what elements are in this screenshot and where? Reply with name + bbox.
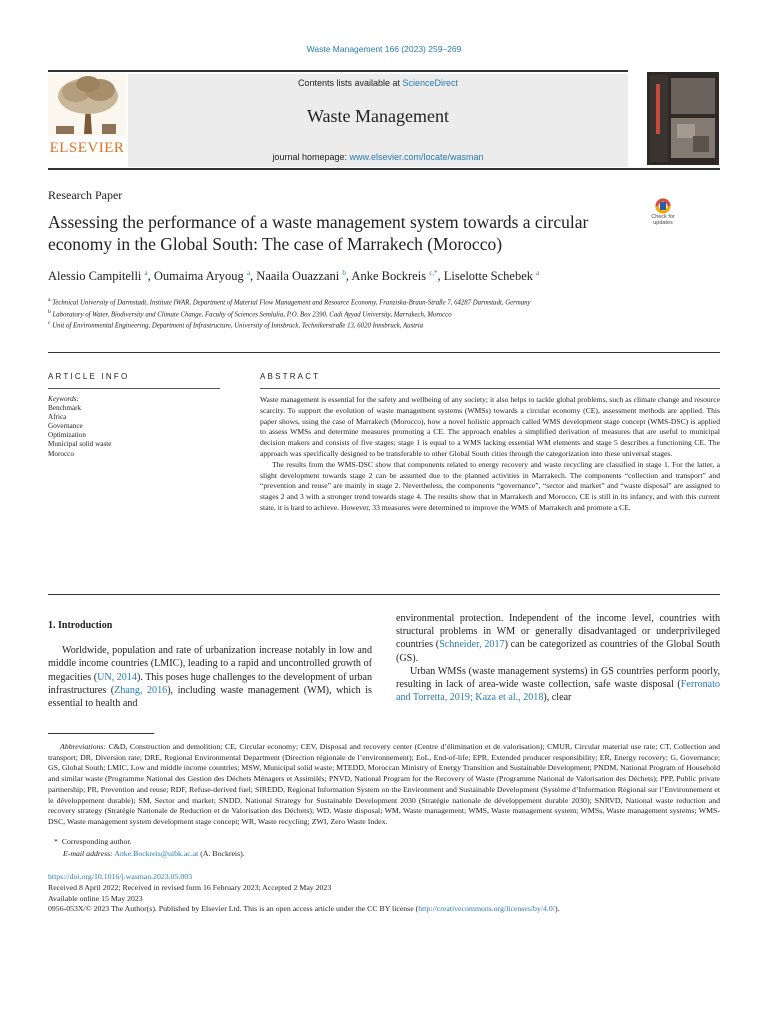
article-info-rule — [48, 388, 220, 389]
keywords-label: Keywords: — [48, 395, 79, 403]
license-text: 0956-053X/© 2023 The Author(s). Published by Elsevier Ltd. This is an open access article under the CC BY license ( — [48, 904, 419, 914]
email-label: E-mail address: — [63, 848, 113, 858]
text-run: ), including waste management (WM), which is essential to health and — [48, 684, 372, 710]
affiliation-item — [48, 308, 638, 320]
abstract-paragraph: Waste management is essential for the safety and wellbeing of any society; it also helps to tackle global problems, such as climate change and resource scarcity. To support the evolution of waste management systems (WMSs) towards a circular economy (CE), assessment methods are applied. This paper shows, using the case of Marrakech (Morocco), how a novel holistic approach called WMS development stage concept (WMS-DSC) is applied to assess WMSs and determine measures promoting a CE. The approach enables a simplified derivation of measures that are useful to municipal decision makers and consists of five stages; stage 1 is equal to a WMS lacking essential WM elements and stage 5 describes a functioning CE. The approach was specifically designed to be transferable to other Global South cities through the categorization into these universal stages. — [260, 395, 720, 458]
doi-link[interactable]: https://doi.org/10.1016/j.wasman.2023.05.003 — [48, 872, 193, 881]
citation-link[interactable]: Ferronato and Torretta, 2019; Kaza et al., 2018 — [396, 679, 720, 704]
affiliation-text: Unit of Environmental Engineering, Department of Infrastructure, University of Innsbruck, Technikerstraße 13, 6020 Innsbruck, Austria — [52, 322, 424, 330]
publication-info — [48, 872, 738, 915]
available-online: Available online 15 May 2023 — [48, 893, 143, 903]
affiliation-mark: b — [48, 308, 51, 315]
affiliation-item — [48, 319, 638, 331]
text-run: Urban WMSs (waste management systems) in GS countries perform poorly, resulting in lack of area-wide waste collection, safe waste disposal ( — [396, 665, 720, 691]
body-paragraph — [48, 644, 372, 710]
email-line — [54, 848, 245, 860]
article-title: Assessing the performance of a waste management system towards a circular economy in the Global South: The case of Marrakech (Morocco) — [48, 212, 589, 254]
keyword[interactable]: Africa — [48, 413, 67, 422]
license-close: ). — [554, 904, 560, 914]
contents-prefix: Contents lists available at — [297, 78, 403, 88]
abstract-paragraph: The results from the WMS-DSC show that components related to energy recovery and waste recycling are classified in stage 1. For the latter, a slight development towards stage 2 can be assumed due to the planned activities in Marrakech. The components “collection and transport” and “prevention and reuse” are mainly in stage 2. Nevertheless, the components “governance”, “sector and market” and “waste disposal” are assigned to stages 2 and 3 with a stronger trend towards stage 4. The results show that in Marrakech and Morocco, CE is still in its infancy, and with this current state, it is hard to achieve. However, 33 measures were determined to improve the WMS of Marrakech and promote a CE. — [260, 459, 720, 512]
corresponding-text: Corresponding author. — [61, 837, 132, 846]
section-heading: 1. Introduction — [48, 620, 113, 631]
abstract-rule — [260, 388, 720, 389]
journal-header — [48, 70, 720, 171]
affiliation-item — [48, 296, 638, 308]
contents-line — [128, 78, 628, 88]
elsevier-logo[interactable] — [48, 74, 126, 162]
body-column-right — [396, 612, 720, 704]
abbreviations-text: C&D, Construction and demolition; CE, Circular economy; CEV, Disposal and recovery center (Centre d’élimination et de valorisation); CMUR, Circular material use rate; CT, Collection and transport; DR, Diversion rate; DRE, Regional Environmental Department (Direction régionale de l’environnement); EoL, End-of-life; EPR, Extended producer responsibility; ER, Energy recovery; G, Governance; GS, Global South; LMIC, Low and middle income countries; MSW, Municipal solid waste; MTEDD, Moroccan Ministry of Energy Transition and Sustainable Development; PNDM, National Program of Household and similar waste (Programme National des Gestion des Déchets Ménagers et Assimilés; PNVD, National Program for the Recovery of Waste (Programme National de Valorisation des Déchets); PPP, Public private partnership; PR, Prevention and reuse; RDF, Refuse-derived fuel; SIREDD, Regional Information System on the Environment and Sustainable Development (Système d’Information Régional sur l’Environnement et le développement durable); SM, Sector and market; SNDD, National Strategy for Sustainable Development 2030 (Stratégie nationale de développement durable 2030); SNRVD, National waste reduction and recovery strategy (Stratégie Nationale de Reduction et de Valorisation des Déchets); WD, Waste disposal; WM, Waste management; WMS, Waste management system; WMSs, Waste management systems; WMS-DSC, Waste management system development stage concept; WR, Waste recycling; ZWI, Zero Waste Index. — [48, 742, 720, 826]
received-dates: Received 8 April 2022; Received in revised form 16 February 2023; Accepted 2 May 2023 — [48, 882, 332, 892]
sciencedirect-link[interactable]: ScienceDirect — [402, 78, 459, 88]
header-bottom-rule — [48, 168, 720, 170]
text-run: Worldwide, population and rate of urbanization increase notably in low and middle income countries (LMIC), leading to a rapid and uncontrolled growth of megacities ( — [48, 645, 372, 683]
text-run: environmental protection. Independent of the income level, countries with structural problems in WM or generally disadvantaged or underprivileged countries ( — [396, 613, 720, 651]
affiliations — [48, 296, 638, 331]
affiliation-text: Laboratory of Water, Biodiversity and Climate Change, Faculty of Sciences Semlalia, P.O. Box 2390, Cadi Ayyad University, Marrakech, Morocco — [52, 310, 452, 318]
homepage-link[interactable]: www.elsevier.com/locate/wasman — [349, 152, 484, 162]
author-affil-mark: a — [536, 269, 540, 277]
keywords-block — [48, 395, 111, 459]
homepage-line — [128, 152, 628, 162]
keyword[interactable]: Morocco — [48, 449, 74, 458]
author-name[interactable]: Liselotte Schebek — [443, 269, 534, 284]
license-link[interactable]: http://creativecommons.org/licenses/by/4.0/ — [418, 904, 555, 914]
text-run: ) can be categorized as countries of the Global South (GS). — [396, 639, 720, 664]
footnote-rule — [48, 733, 154, 734]
article-info-heading: ARTICLE INFO — [48, 372, 130, 381]
header-top-rule — [48, 70, 628, 72]
citation-link[interactable]: Schneider, 2017 — [439, 639, 505, 651]
abbreviations-label: Abbreviations: — [60, 742, 107, 751]
citation-link[interactable]: Zhang, 2016 — [114, 684, 168, 696]
author-name[interactable]: Naaila Ouazzani — [256, 269, 340, 284]
body-paragraph — [396, 665, 720, 705]
journal-cover-thumbnail[interactable] — [647, 72, 719, 165]
keyword[interactable]: Governance — [48, 422, 83, 431]
author-affil-mark: a — [246, 269, 251, 277]
abbreviations-footnote — [48, 742, 720, 828]
author-name[interactable]: Alessio Campitelli — [48, 269, 142, 284]
body-column-left — [48, 619, 372, 710]
corresponding-line — [54, 836, 245, 848]
abstract-heading: ABSTRACT — [260, 372, 321, 381]
author-affil-mark: c,* — [429, 269, 438, 277]
author-name[interactable]: Anke Bockreis — [351, 269, 427, 284]
abbreviations-paragraph — [48, 742, 720, 828]
license-line — [48, 904, 738, 915]
check-for-updates-label[interactable]: Check for updates — [651, 214, 675, 226]
section-divider — [48, 352, 720, 353]
author-name[interactable]: Oumaima Aryoug — [153, 269, 244, 284]
author-affil-mark: a — [144, 269, 148, 277]
journal-name: Waste Management — [307, 106, 449, 126]
email-link[interactable]: Anke.Bockreis@uibk.ac.at — [114, 848, 199, 858]
publisher-name: ELSEVIER — [49, 140, 125, 156]
text-run: ). This poses huge challenges to the development of urban infrastructures ( — [48, 671, 372, 696]
body-paragraph — [396, 612, 720, 665]
homepage-prefix: journal homepage: — [272, 152, 350, 162]
author-affil-mark: b — [342, 269, 346, 277]
affiliation-mark: a — [48, 297, 51, 303]
keyword[interactable]: Municipal solid waste — [48, 440, 112, 449]
corresponding-mark: * — [54, 837, 58, 846]
author-list: Alessio Campitelli $^a$, Oumaima Aryoug $^a$, Naaila Ouazzani $^b$, Anke Bockreis $^{c,*}$, Liselotte Schebek $^a$ — [48, 269, 540, 284]
affiliation-mark: c — [48, 320, 51, 327]
citation-link[interactable]: UN, 2014 — [97, 671, 137, 683]
journal-reference[interactable]: Waste Management 166 (2023) 259–269 — [306, 44, 462, 54]
keyword[interactable]: Optimization — [48, 431, 86, 440]
abstract-body — [260, 395, 720, 514]
journal-masthead — [128, 74, 628, 167]
tree-logo-icon — [48, 74, 126, 136]
affiliation-text: Technical University of Darmstadt, Institute IWAR, Department of Material Flow Management and Resource Economy, Franziska-Braun-Straße 7, 64287 Darmstadt, Germany — [52, 299, 531, 307]
corresponding-author — [54, 836, 245, 859]
text-run: ), clear — [543, 692, 572, 704]
email-suffix: (A. Bockreis). — [198, 848, 245, 858]
abstract-bottom-rule — [48, 594, 720, 595]
article-type: Research Paper — [48, 188, 123, 202]
keyword[interactable]: Benchmark — [48, 404, 82, 413]
